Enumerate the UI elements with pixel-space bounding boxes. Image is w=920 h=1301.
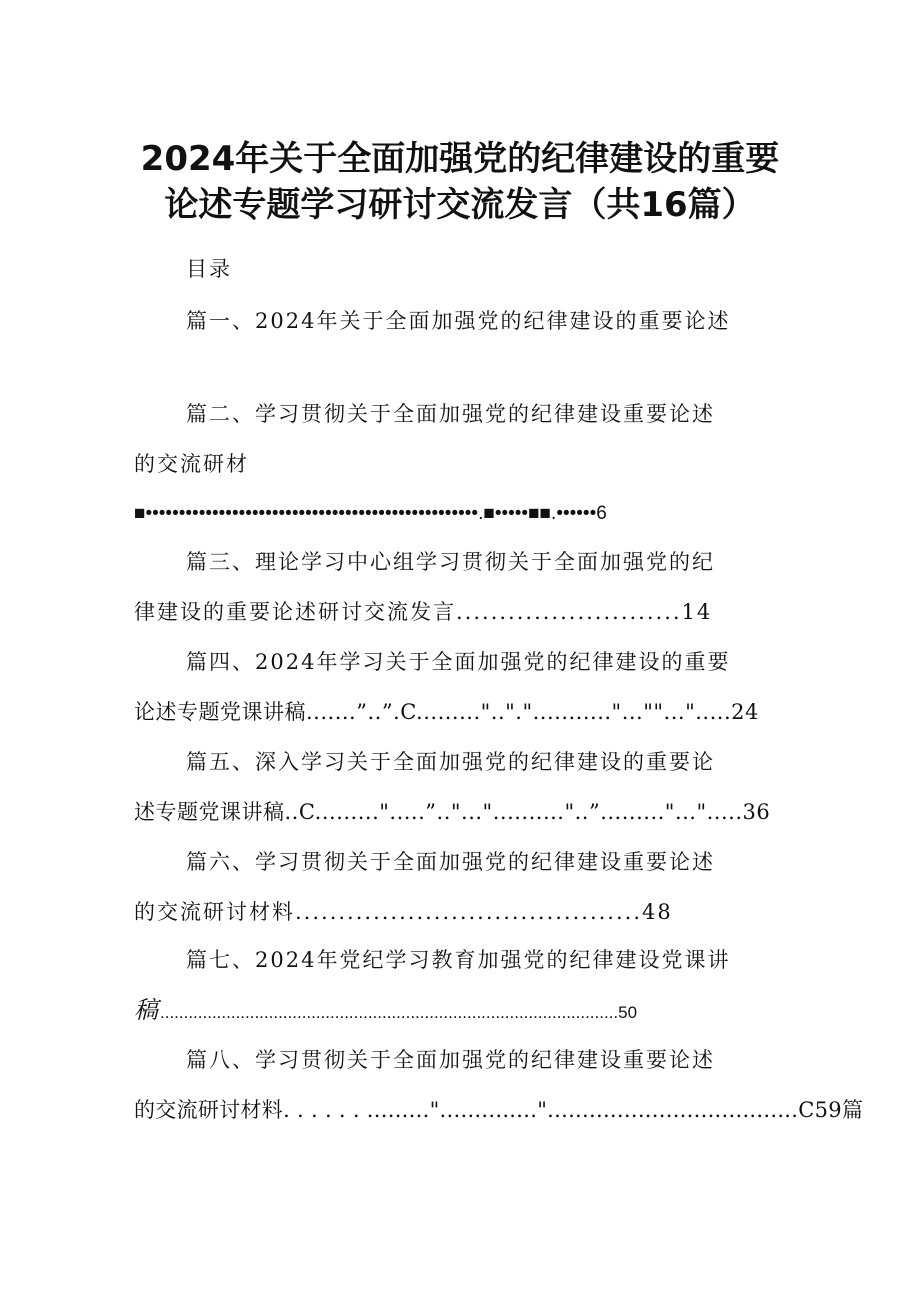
toc-entry-6-line-2: 的交流研讨材料........................................48 — [134, 900, 673, 924]
toc-entry-3-line-1: 篇三、理论学习中心组学习贯彻关于全面加强党的纪 — [186, 550, 715, 574]
toc-entry-7-leader: .................................................................................................50 — [160, 1003, 638, 1022]
toc-entry-6-line-1: 篇六、学习贯彻关于全面加强党的纪律建设重要论述 — [186, 850, 715, 874]
toc-entry-1-line-1: 篇一、2024年关于全面加强党的纪律建设的重要论述 — [186, 309, 731, 333]
toc-entry-8-line-1: 篇八、学习贯彻关于全面加强党的纪律建设重要论述 — [186, 1048, 715, 1072]
toc-heading: 目录 — [186, 257, 232, 281]
toc-entry-7-line-1: 篇七、2024年党纪学习教育加强党的纪律建设党课讲 — [186, 948, 731, 972]
toc-entry-3-line-2: 律建设的重要论述研讨交流发言..........................14 — [134, 600, 713, 624]
toc-entry-5-line-2: 述专题党课讲稿..C.........".....”.."...".........."..”........."...".....36 — [134, 800, 771, 824]
toc-entry-8-line-2: 的交流研讨材料. . . . . . .........".............."....................................C59篇 — [134, 1098, 864, 1122]
toc-entry-2-line-2: 的交流研材 — [134, 452, 249, 476]
toc-entry-2-line-1: 篇二、学习贯彻关于全面加强党的纪律建设重要论述 — [186, 402, 715, 426]
document-title-line-2: 论述专题学习研讨交流发言（共16篇） — [164, 185, 756, 225]
toc-entry-4-line-1: 篇四、2024年学习关于全面加强党的纪律建设的重要 — [186, 650, 731, 674]
toc-entry-7-line-2 — [134, 996, 637, 1027]
toc-entry-4-line-2: 论述专题党课讲稿.......”..”.C.........".."."..........."...""...".....24 — [134, 700, 759, 724]
toc-entry-5-line-1: 篇五、深入学习关于全面加强党的纪律建设的重要论 — [186, 750, 715, 774]
toc-entry-2-line-3: ■••••••••••••••••••••••••••••••••••••••••••••••••••.■•••••■■.••••••6 — [134, 503, 607, 524]
toc-entry-7-char: 稿 — [134, 996, 160, 1024]
document-title-line-1: 2024年关于全面加强党的纪律建设的重要 — [140, 139, 780, 179]
